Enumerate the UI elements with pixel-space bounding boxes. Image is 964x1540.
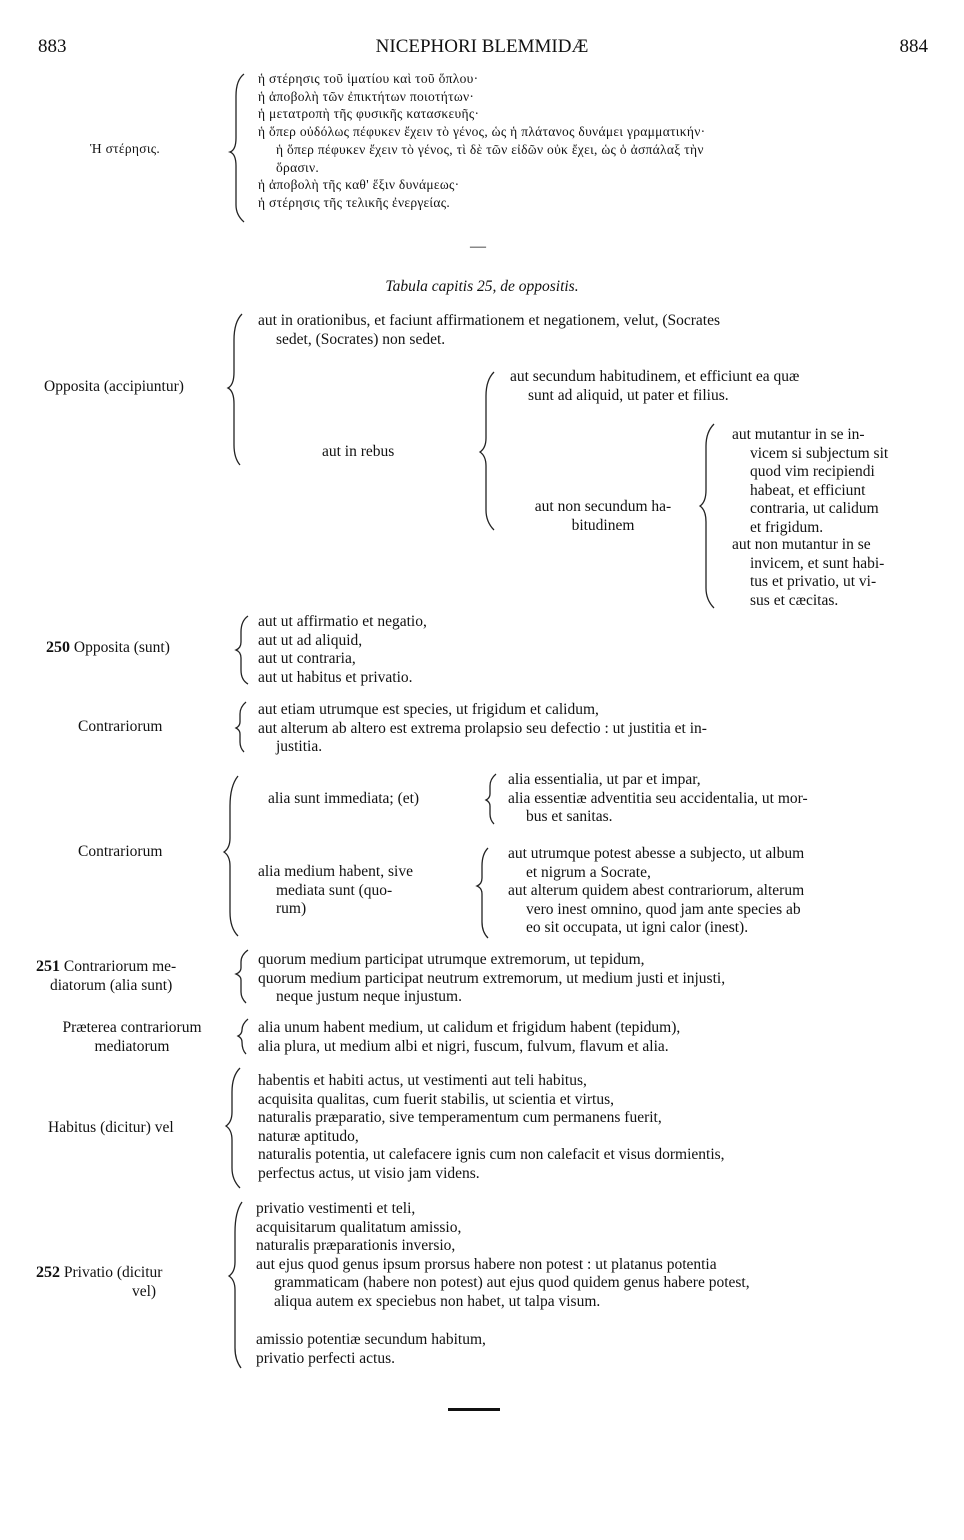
entry-line: tus et privatio, ut vi- xyxy=(750,573,877,590)
brace xyxy=(236,702,246,752)
entry-line: aut mutantur in se in- xyxy=(732,426,865,443)
section-number: 250 xyxy=(46,639,70,656)
entry-line: aut secundum habitudinem, et efficiunt ea quæ xyxy=(510,368,800,385)
brace xyxy=(477,848,488,938)
entry-line: aut ut contraria, xyxy=(258,650,356,667)
entry-line: acquisitarum qualitatum amissio, xyxy=(256,1218,462,1236)
entry-line: naturalis præparationis inversio, xyxy=(256,1237,456,1254)
entry-line: alia medium habent, sive xyxy=(258,863,413,880)
brace xyxy=(228,314,242,465)
entry-line: aut alterum quidem abest contrariorum, alterum xyxy=(508,882,805,899)
habitus-label: Habitus (dicitur) vel xyxy=(48,1119,174,1136)
tabula-title: Tabula capitis 25, de oppositis. xyxy=(385,278,579,295)
page-number-left: 883 xyxy=(38,36,67,57)
entry-line: grammaticam (habere non potest) aut ejus quod quidem genus habere potest, xyxy=(274,1274,750,1291)
brace xyxy=(700,424,714,608)
entry-line: aut ut ad aliquid, xyxy=(258,631,363,649)
steresis-line: ἡ μετατροπὴ τῆς φυσικῆς κατασκευῆς· xyxy=(258,106,480,122)
steresis-line: ἡ ὅπερ οὐδόλως πέφυκεν ἔχειν τὸ γένος, ὡς ἡ πλάτανος δυνάμει γραμματικήν· xyxy=(258,124,706,140)
entry-line: naturalis potentia, ut calefacere ignis cum non calefacit et visus dormientis, xyxy=(258,1146,725,1163)
entry-line: aut ut affirmatio et negatio, xyxy=(258,613,427,630)
section-number: 251 xyxy=(36,958,60,975)
entry-line: amissio potentiæ secundum habitum, xyxy=(256,1331,486,1348)
brace xyxy=(238,1019,248,1054)
brace xyxy=(486,774,496,824)
section-label: Privatio (dicitur xyxy=(63,1264,163,1281)
entry-line: aut in orationibus, et faciunt affirmationem et negationem, velut, (Socrates xyxy=(258,312,720,329)
section-252-entries xyxy=(256,1200,926,1311)
entry-line: aut non secundum ha- xyxy=(534,498,672,515)
in-rebus-label: aut in rebus xyxy=(322,443,395,460)
entry-line: quod vim recipiendi xyxy=(750,463,875,480)
section-252-entries-tail xyxy=(256,1331,926,1368)
brace xyxy=(226,1068,240,1188)
entry-line: mediata sunt (quo- xyxy=(276,881,393,899)
immediata-label: alia sunt immediata; (et) xyxy=(268,790,420,807)
non-mutantur-entry xyxy=(732,536,932,610)
section-250-heading xyxy=(46,639,170,658)
entry-line: privatio perfecti actus. xyxy=(256,1349,396,1367)
entry-line: aut ejus quod genus ipsum prorsus habere non potest : ut platanus potentia xyxy=(256,1255,717,1273)
brace xyxy=(480,372,494,530)
entry-line: et nigrum a Socrate, xyxy=(526,863,651,881)
section-label: Contrariorum me- xyxy=(63,958,177,975)
brace xyxy=(236,950,248,1003)
brace xyxy=(224,776,238,936)
immediata-entries xyxy=(508,771,928,827)
entry-line: bitudinem xyxy=(571,516,635,534)
entry-line: mediatorum xyxy=(94,1037,170,1055)
mediata-label xyxy=(258,863,478,919)
entry-line: aut non mutantur in se xyxy=(732,536,871,553)
entry-line: eo sit occupata, ut igni calor (inest). xyxy=(526,919,749,936)
non-secundum-label xyxy=(508,498,698,535)
section-250-entries xyxy=(258,613,427,687)
entry-line: invicem, et sunt habi- xyxy=(750,554,885,572)
contrariorum-label: Contrariorum xyxy=(78,718,163,735)
entry-line: et frigidum. xyxy=(750,518,824,536)
section-251-heading xyxy=(36,958,232,995)
entry-line: neque justum neque injustum. xyxy=(276,988,462,1005)
steresis-line: ἡ ὅπερ πέφυκεν ἔχειν τὸ γένος, τὶ δὲ τῶν εἰδῶν οὐκ ἔχει, ὡς ὁ ἀσπάλαξ τὴν xyxy=(276,141,704,157)
entry-line: rum) xyxy=(276,900,307,917)
entry-line: contraria, ut calidum xyxy=(750,500,879,517)
mediata-entries xyxy=(508,845,928,938)
entry-line: aut etiam utrumque est species, ut frigidum et calidum, xyxy=(258,701,599,718)
entry-line: habentis et habiti actus, ut vestimenti aut teli habitus, xyxy=(258,1072,587,1089)
opposita-accipiuntur-label: Opposita (accipiuntur) xyxy=(44,378,184,395)
entry-line: habeat, et efficiunt xyxy=(750,481,866,499)
entry-line: privatio vestimenti et teli, xyxy=(256,1200,416,1217)
praeterea-entries xyxy=(258,1019,928,1056)
section-number: 252 xyxy=(36,1264,60,1281)
entry-line: alia unum habent medium, ut calidum et frigidum habent (tepidum), xyxy=(258,1019,681,1036)
running-title: NICEPHORI BLEMMIDÆ xyxy=(375,36,589,57)
steresis-definitions xyxy=(258,70,938,212)
entry-line: vero inest omnino, quod jam ante species ab xyxy=(526,900,801,918)
contrariorum-entries xyxy=(258,701,924,757)
steresis-line: ὅρασιν. xyxy=(276,159,320,175)
section-label: diatorum (alia sunt) xyxy=(50,976,173,994)
steresis-label: Ἡ στέρησις. xyxy=(90,141,161,156)
entry-line: quorum medium participat utrumque extremorum, ut tepidum, xyxy=(258,951,645,968)
praeterea-label xyxy=(34,1019,230,1056)
steresis-line: ἡ ἀποβολὴ τῆς καθ' ἕξιν δυνάμεως· xyxy=(258,177,460,193)
entry-line: naturæ aptitudo, xyxy=(258,1127,359,1145)
entry-line: bus et sanitas. xyxy=(526,808,613,825)
entry-line: alia plura, ut medium albi et nigri, fuscum, fulvum, flavum et alia. xyxy=(258,1037,669,1055)
section-divider: — xyxy=(470,238,486,255)
entry-line: aut ut habitus et privatio. xyxy=(258,668,413,686)
entry-line: Præterea contrariorum xyxy=(62,1019,202,1036)
entry-line: aut alterum ab altero est extrema prolapsio seu defectio : ut justitia et in- xyxy=(258,719,707,737)
steresis-line: ἡ στέρησις τοῦ ἱματίου καὶ τοῦ ὅπλου· xyxy=(258,71,479,86)
entry-line: naturalis præparatio, sive temperamentum cum permanens fuerit, xyxy=(258,1109,662,1126)
contrariorum-label: Contrariorum xyxy=(78,843,163,860)
entry-line: alia essentiæ adventitia seu accidentalia, ut mor- xyxy=(508,789,808,807)
entry-line: alia essentialia, ut par et impar, xyxy=(508,771,701,788)
entry-line: perfectus actus, ut visio jam videns. xyxy=(258,1164,480,1182)
entry-line: aut utrumque potest abesse a subjecto, ut album xyxy=(508,845,805,862)
entry-line: aliqua autem ex speciebus non habet, ut talpa visum. xyxy=(274,1292,601,1310)
section-label: Opposita (sunt) xyxy=(73,639,170,656)
entry-line: justitia. xyxy=(276,738,323,755)
entry-line: sus et cæcitas. xyxy=(750,591,839,609)
page-number-right: 884 xyxy=(899,36,928,57)
section-252-heading xyxy=(36,1264,232,1301)
end-rule xyxy=(448,1408,500,1411)
steresis-line: ἡ στέρησις τῆς τελικῆς ἐνεργείας. xyxy=(258,194,451,210)
entry-line: vicem si subjectum sit xyxy=(750,444,889,462)
steresis-line: ἡ ἀποβολὴ τῶν ἐπικτήτων ποιοτήτων· xyxy=(258,88,475,104)
entry-line: sunt ad aliquid, ut pater et filius. xyxy=(528,386,729,404)
secundum-habitudinem-entry xyxy=(510,368,930,405)
brace xyxy=(236,616,248,684)
entry-line: sedet, (Socrates) non sedet. xyxy=(276,330,446,348)
section-label: vel) xyxy=(132,1282,157,1300)
brace xyxy=(230,74,244,222)
section-251-entries xyxy=(258,951,928,1007)
entry-line: quorum medium participat neutrum extremorum, ut medium justi et injusti, xyxy=(258,969,726,987)
mutantur-entry xyxy=(732,426,932,537)
entry-line: acquisita qualitas, cum fuerit stabilis, ut scientia et virtus, xyxy=(258,1090,614,1108)
habitus-entries xyxy=(258,1072,928,1183)
orationibus-entry xyxy=(258,312,928,349)
